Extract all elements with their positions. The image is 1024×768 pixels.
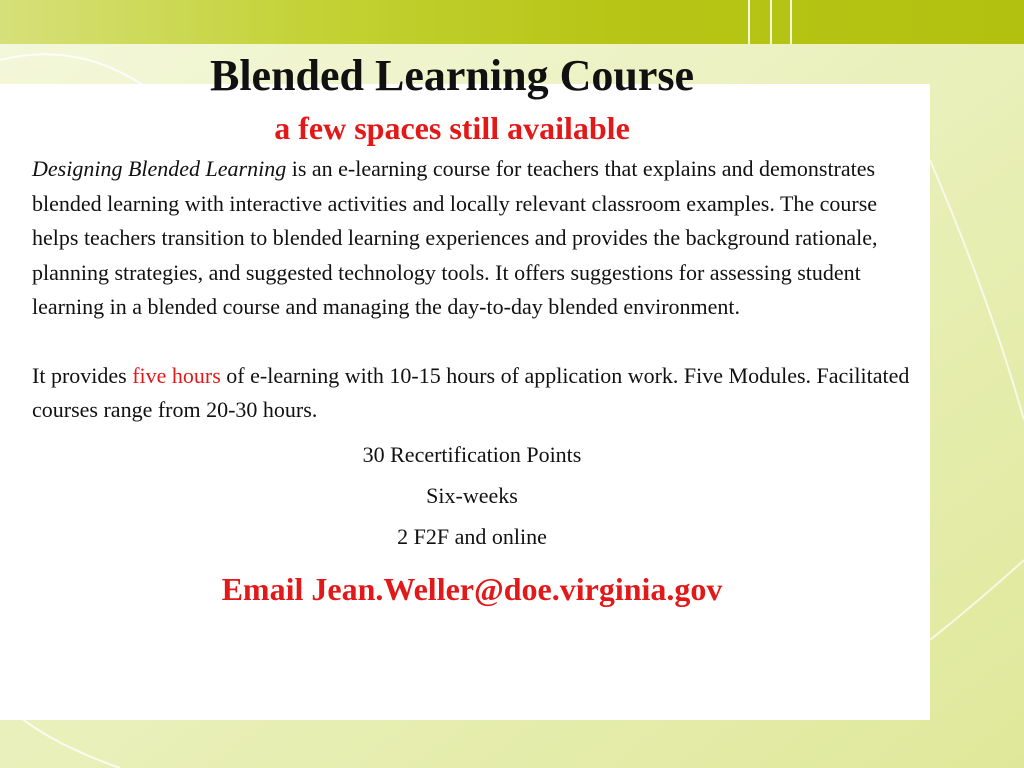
course-hours xyxy=(32,359,912,428)
contact-email[interactable]: Email Jean.Weller@doe.virginia.gov xyxy=(221,570,723,607)
course-hours-highlight: five hours xyxy=(132,362,221,388)
slide-subtitle: a few spaces still available xyxy=(274,110,630,146)
course-hours-prefix: It provides xyxy=(32,362,133,388)
slide-title: Blended Learning Course xyxy=(209,51,695,100)
slide-body xyxy=(32,152,912,609)
course-description-text: is an e-learning course for teachers that explains and demonstrates blended learning with interactive activities and locally relevant classroom examples. The course helps teachers transition to blended learning experiences and provides the background rationale, planning strategies, and suggested technology tools. It offers suggestions for assessing student learning in a blended course and managing the day-to-day blended environment. xyxy=(32,156,878,319)
band-stripe xyxy=(770,0,772,44)
course-name: Designing Blended Learning xyxy=(32,156,287,181)
recertification-points: 30 Recertification Points xyxy=(362,441,582,467)
course-duration: Six-weeks xyxy=(426,482,518,508)
band-stripe xyxy=(748,0,750,44)
detail-line xyxy=(32,434,912,557)
course-hours-suffix: of e-learning with 10-15 hours of application work. Five Modules. Facilitated courses range from 20-30 hours. xyxy=(32,362,910,422)
band-stripe xyxy=(790,0,792,44)
course-description xyxy=(32,152,912,325)
top-color-band xyxy=(0,0,1024,44)
course-format: 2 F2F and online xyxy=(397,523,547,549)
